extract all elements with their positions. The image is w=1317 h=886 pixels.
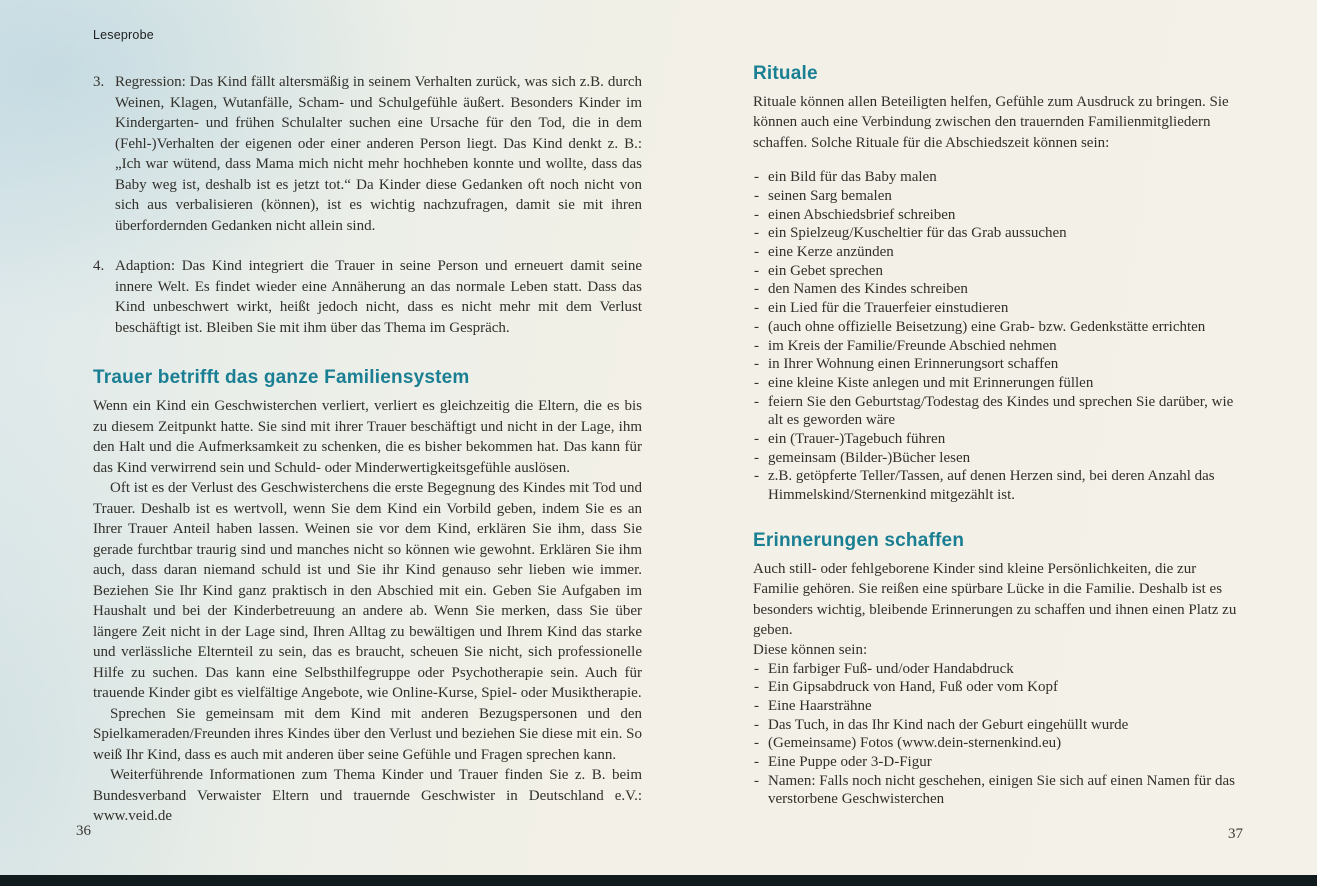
lead-in-text: Diese können sein: — [753, 641, 868, 658]
list-item: - z.B. getöpferte Teller/Tassen, auf denen Herzen sind, bei deren Anzahl das Himmelskind/Sternenkind mitgezählt ist. — [753, 467, 1243, 504]
list-item: - (Gemeinsame) Fotos (www.dein-sternenkind.eu) — [753, 734, 1243, 753]
list-item: - gemeinsam (Bilder-)Bücher lesen — [753, 449, 1243, 468]
item-number: 3. — [93, 74, 105, 90]
list-item: - in Ihrer Wohnung einen Erinnerungsort schaffen — [753, 355, 1243, 374]
paragraph: Oft ist es der Verlust des Geschwisterchens die erste Begegnung des Kindes mit Tod und Trauer. Deshalb ist es wertvoll, wenn Sie dem Kind ein Vorbild geben, indem Sie es an Ihrer Trauer Anteil haben lassen. Weinen sie vor dem Kind, erklären Sie ihm, dass Sie gerade furchtbar traurig sind und manches nicht so können wie gewohnt. Erklären Sie ihm auch, dass daran niemand schuld ist und Sie ihr Kind genauso sehr lieben wie immer. Beziehen Sie Ihr Kind ganz praktisch in den Abschied mit ein. Geben Sie Aufgaben im Haushalt und bei der Kinderbetreuung an andere ab. Wenn Sie merken, dass Sie über längere Zeit nicht in der Lage sind, Ihren Alltag zu bewältigen und Ihrem Kind das starke und verlässliche Elternteil zu sein, das es braucht, scheuen Sie nicht, sich professionelle Hilfe zu suchen. Das kann eine Selbsthilfegruppe oder Psychotherapie sein. Auch für trauende Kinder gibt es vielfältige Angebote, wie Online-Kurse, Spiel- oder Musiktherapie. — [93, 480, 642, 701]
list-item: - den Namen des Kindes schreiben — [753, 280, 1243, 299]
section-heading-erinnerungen: Erinnerungen schaffen — [753, 529, 965, 551]
list-item: - ein Lied für die Trauerfeier einstudieren — [753, 299, 1243, 318]
paragraph: Rituale können allen Beteiligten helfen, Gefühle zum Ausdruck zu bringen. Sie können auch eine Verbindung zwischen den trauernden Familienmitgliedern schaffen. Solche Rituale für die Abschiedszeit können sein: — [753, 94, 1229, 151]
list-item: - Ein farbiger Fuß- und/oder Handabdruck — [753, 660, 1243, 679]
page-left — [93, 28, 642, 827]
list-item: - Namen: Falls noch nicht geschehen, einigen Sie sich auf einen Namen für das verstorbene Geschwisterchen — [753, 772, 1243, 809]
paragraph: Weiterführende Informationen zum Thema Kinder und Trauer finden Sie z. B. beim Bundesverband Verwaister Eltern und trauernde Geschwister in Deutschland e.V.: www.veid.de — [93, 767, 642, 824]
item-text: Regression: Das Kind fällt altersmäßig in seinem Verhalten zurück, was sich z.B. durch Weinen, Klagen, Wutanfälle, Scham- und Schulgefühle äußert. Besonders Kinder im Kindergarten- und frühen Schulalter suchen eine Ursache für den Tod, die in dem (Fehl-)Verhalten der eigenen oder einer anderen Person liegt. Das Kind denkt z. B.: „Ich war wütend, dass Mama mich nicht mehr hochheben konnte und wollte, dass das Baby weg ist, deshalb ist es jetzt tot.“ Da Kinder diese Gedanken oft noch nicht von sich aus verbalisieren (können), ist es wichtig nachzufragen, damit sie mit ihren überfordernden Gedanken nicht allein sind. — [115, 74, 642, 234]
list-item: - im Kreis der Familie/Freunde Abschied nehmen — [753, 337, 1243, 356]
list-item: - (auch ohne offizielle Beisetzung) eine Grab- bzw. Gedenkstätte errichten — [753, 318, 1243, 337]
rituale-list — [753, 168, 1243, 505]
list-item: - Eine Puppe oder 3-D-Figur — [753, 753, 1243, 772]
numbered-item-regression — [93, 72, 642, 236]
paragraph: Wenn ein Kind ein Geschwisterchen verliert, verliert es gleichzeitig die Eltern, die es bis zu diesem Zeitpunkt hatte. Sie sind mit ihrer Trauer beschäftigt und nicht in der Lage, ihm den Halt und die Aufmerksamkeit zu schenken, die es bisher bekommen hat. Das kann für das Kind verwirrend sein und Schuld- oder Minderwertigkeitsgefühle auslösen. — [93, 398, 642, 476]
list-item: - Eine Haarsträhne — [753, 697, 1243, 716]
list-item: - ein Spielzeug/Kuscheltier für das Grab aussuchen — [753, 224, 1243, 243]
section-heading-familiensystem: Trauer betrifft das ganze Familiensystem — [93, 367, 470, 388]
numbered-list — [93, 72, 642, 338]
paragraph: Sprechen Sie gemeinsam mit dem Kind mit anderen Bezugspersonen und den Spielkameraden/Freunden ihres Kindes über den Verlust und beziehen Sie diese mit ein. So weiß Ihr Kind, dass es auch mit anderen über seine Gefühle und Fragen sprechen kann. — [93, 705, 642, 763]
list-item: - eine Kerze anzünden — [753, 243, 1243, 262]
list-item: - ein Bild für das Baby malen — [753, 168, 1243, 187]
leseprobe-label: Leseprobe — [93, 28, 154, 42]
page-number-37: 37 — [1228, 826, 1243, 842]
list-item: - ein (Trauer-)Tagebuch führen — [753, 430, 1243, 449]
list-item: - feiern Sie den Geburtstag/Todestag des Kindes und sprechen Sie darüber, wie alt es geworden wäre — [753, 393, 1243, 430]
list-item: - eine kleine Kiste anlegen und mit Erinnerungen füllen — [753, 374, 1243, 393]
list-item: - Ein Gipsabdruck von Hand, Fuß oder vom Kopf — [753, 678, 1243, 697]
list-item: - seinen Sarg bemalen — [753, 187, 1243, 206]
erinnerungen-list — [753, 660, 1243, 810]
page-number-36: 36 — [76, 823, 91, 839]
paragraph: Auch still- oder fehlgeborene Kinder sind kleine Persönlichkeiten, die zur Familie gehören. Sie reißen eine spürbare Lücke in die Familie. Deshalb ist es besonders wichtig, bleibende Erinnerungen zu schaffen und ihnen einen Platz zu geben. — [753, 560, 1237, 639]
page-right — [753, 62, 1243, 809]
section-erinnerungen — [753, 529, 1243, 809]
list-item: - Das Tuch, in das Ihr Kind nach der Geburt eingehüllt wurde — [753, 716, 1243, 735]
item-text: Adaption: Das Kind integriert die Trauer in seine Person und erneuert damit seine innere Welt. Es findet wieder eine Annäherung an das normale Leben statt. Dass das Kind unbeschwert wirkt, heißt jedoch nicht, dass es nicht mehr mit dem Verlust beschäftigt ist. Bleiben Sie mit ihm über das Thema im Gespräch. — [115, 258, 642, 336]
list-item: - einen Abschiedsbrief schreiben — [753, 206, 1243, 225]
section-heading-rituale: Rituale — [753, 63, 818, 84]
footer-bar — [0, 875, 1317, 886]
list-item: - ein Gebet sprechen — [753, 262, 1243, 281]
item-number: 4. — [93, 258, 105, 274]
numbered-item-adaption — [93, 256, 642, 338]
